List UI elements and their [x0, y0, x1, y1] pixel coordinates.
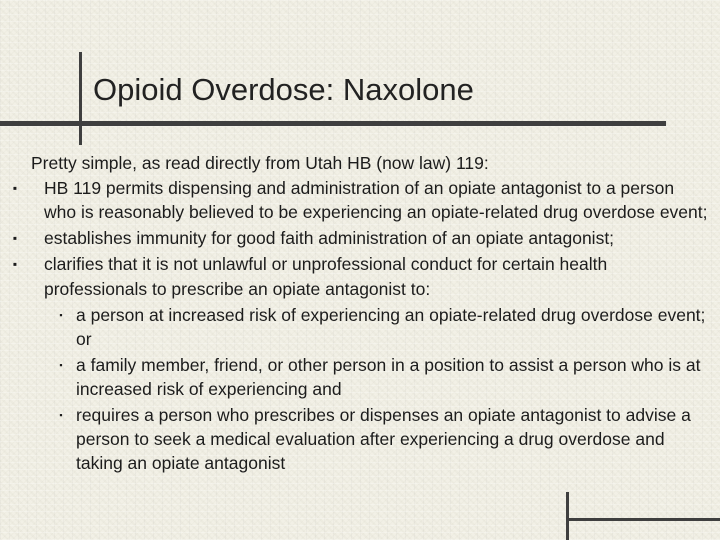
bullet-text: establishes immunity for good faith administration of an opiate antagonist; — [44, 228, 615, 249]
slide-body — [8, 151, 708, 477]
square-sub-bullet-icon: ▪ — [59, 410, 63, 421]
bullet-text: HB 119 permits dispensing and administration of an opiate antagonist to a person who is reasonably believed to be experiencing an opiate-related drug overdose event; — [44, 178, 708, 223]
square-sub-bullet-icon: ▪ — [59, 359, 63, 370]
title-vertical-rule — [79, 52, 82, 145]
bullet-item — [8, 176, 708, 224]
bullet-text: clarifies that it is not unlawful or unprofessional conduct for certain health professionals to prescribe an opiate antagonist to: — [44, 254, 608, 299]
intro-text: Pretty simple, as read directly from Utah HB (now law) 119: — [31, 153, 489, 173]
footer-vertical-rule — [566, 492, 569, 540]
square-bullet-icon: ▪ — [12, 231, 18, 246]
title-horizontal-rule — [0, 121, 666, 126]
sub-bullet-text: requires a person who prescribes or dispenses an opiate antagonist to advise a person to seek a medical evaluation after experiencing a drug overdose and taking an opiate antagonist — [76, 405, 691, 474]
sub-bullet-text: a person at increased risk of experiencing an opiate-related drug overdose event; or — [76, 304, 706, 349]
square-bullet-icon: ▪ — [12, 257, 18, 272]
bullet-item — [8, 226, 708, 250]
sub-bullet-item — [8, 403, 708, 476]
square-sub-bullet-icon: ▪ — [59, 309, 63, 320]
footer-horizontal-rule — [566, 518, 720, 521]
sub-bullet-item — [8, 353, 708, 401]
square-bullet-icon: ▪ — [12, 181, 18, 196]
sub-bullet-item — [8, 303, 708, 351]
slide-title: Opioid Overdose: Naxolone — [93, 72, 474, 107]
sub-bullet-text: a family member, friend, or other person in a position to assist a person who is at increased risk of experiencing and — [76, 354, 701, 400]
bullet-item — [8, 252, 708, 300]
